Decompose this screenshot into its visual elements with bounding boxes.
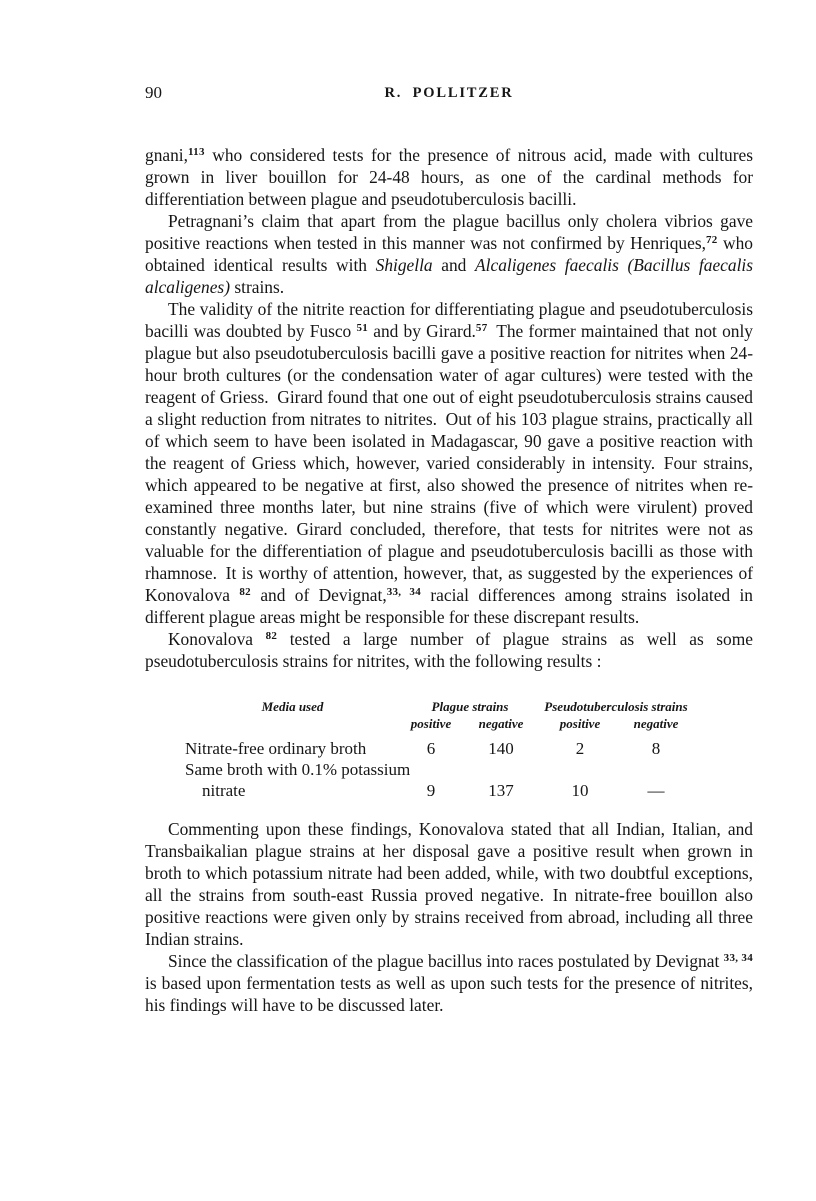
table-subheader-row: [185, 715, 692, 732]
col-header-media: Media used: [261, 699, 324, 714]
table-group-header-row: [185, 698, 692, 715]
paragraph-5: Commenting upon these findings, Konovalova stated that all Indian, Italian, and Transbaikalian plague strains at her disposal gave a positive result when grown in broth to which potassium nitrate had been added, while, with two doubtful exceptions, all the strains from south-east Russia proved negative. In nitrate-free bouillon also positive reactions were given only by strains received from abroad, including all three Indian strains.: [145, 819, 753, 949]
running-head-author: R. POLLITZER: [384, 85, 514, 101]
value-cell: 137: [488, 781, 514, 800]
subheader-pseudo-negative: negative: [633, 716, 679, 731]
table-row: [185, 759, 692, 780]
media-label: Same broth with 0.1% potassium: [185, 760, 411, 779]
col-group-pseudotuberculosis-strains: Pseudotuberculosis strains: [544, 699, 688, 714]
value-cell: 8: [651, 739, 661, 758]
paragraph-4: Konovalova $^{82}$ tested a large number of plague strains as well as some pseudotuberculosis strains for nitrites, with the following results :: [145, 629, 753, 671]
value-cell: 140: [488, 739, 514, 758]
subheader-plague-negative: negative: [478, 716, 524, 731]
page-body: [145, 144, 753, 1016]
paragraph-3: The validity of the nitrite reaction for differentiating plague and pseudotuberculosis bacilli was doubted by Fusco $^{51}$ and by Girard.$^{57}$ The former maintained that not only plague but also pseudotuberculosis bacilli gave a positive reaction for nitrites when 24-hour broth cultures (or the condensation water of agar cultures) were tested with the reagent of Griess. Girard found that one out of eight pseudotuberculosis strains caused a slight reduction from nitrates to nitrites. Out of his 103 plague strains, practically all of which seem to have been isolated in Madagascar, 90 gave a positive reaction with the reagent of Griess which, however, varied considerably in intensity. Four strains, which appeared to be negative at first, also showed the presence of nitrites when re-examined three months later, but nine strains (five of which were virulent) proved constantly negative. Girard concluded, therefore, that tests for nitrites were not as valuable for the differentiation of plague and pseudotuberculosis bacilli as those with rhamnose. It is worthy of attention, however, that, as suggested by the experiences of Konovalova $^{82}$ and of Devignat,$^{33, 34}$ racial differences among strains isolated in different plague areas might be responsible for these discrepant results.: [145, 299, 753, 627]
col-group-plague-strains: Plague strains: [431, 699, 509, 714]
subheader-plague-positive: positive: [410, 716, 452, 731]
value-cell: 6: [426, 739, 436, 758]
media-label: Nitrate-free ordinary broth: [185, 739, 367, 758]
paragraph-2: Petragnani’s claim that apart from the plague bacillus only cholera vibrios gave positive reactions when tested in this manner was not confirmed by Henriques,$^{72}$ who obtained identical results with Shigella and Alcaligenes faecalis (Bacillus faecalis alcaligenes) strains.: [145, 211, 754, 297]
value-cell: —: [647, 781, 665, 800]
table-spacer-cell: [185, 715, 400, 732]
page-number: 90: [145, 83, 162, 102]
results-table: [185, 698, 692, 801]
value-cell: 2: [575, 739, 585, 758]
paragraph-6: Since the classification of the plague bacillus into races postulated by Devignat $^{33, 34}$ is based upon fermentation tests as well as upon such tests for the presence of nitrites, his findings will have to be discussed later.: [145, 951, 753, 1015]
value-cell: 10: [571, 781, 589, 800]
media-label: nitrate: [202, 781, 246, 800]
table-row: [185, 732, 692, 759]
table-row: [185, 780, 692, 801]
subheader-pseudo-positive: positive: [559, 716, 601, 731]
value-cell: 9: [426, 781, 436, 800]
paragraph-1: gnani,$^{113}$ who considered tests for the presence of nitrous acid, made with cultures grown in liver bouillon for 24-48 hours, as one of the cardinal methods for differentiation between plague and pseudotuberculosis bacilli.: [145, 145, 753, 209]
running-header: [145, 84, 753, 104]
